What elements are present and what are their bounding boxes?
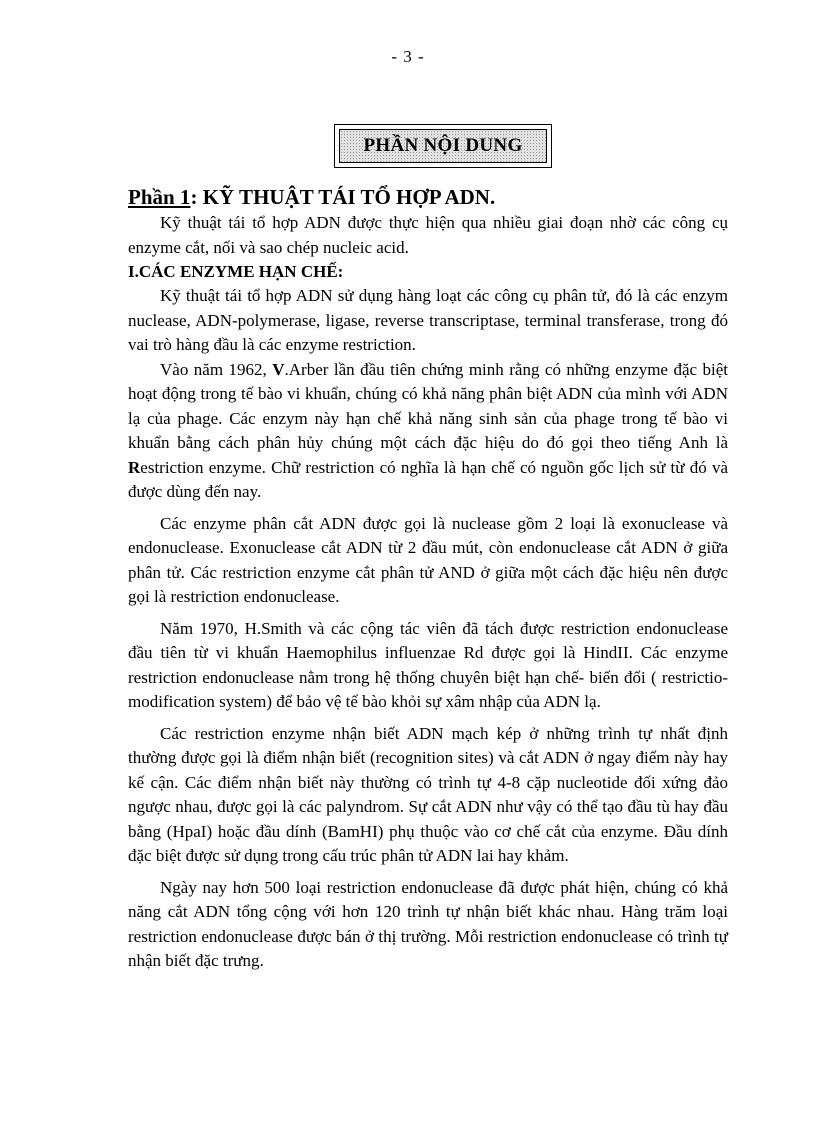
paragraph-5: Các restriction enzyme nhận biết ADN mạch kép ở những trình tự nhất định thường được gọi là điểm nhận biết (recognition sites) và cắt ADN ở ngay điểm này hay kế cận. Các điểm nhận biết này thường có trình tự 4-8 cặp nucleotide đối xứng đảo ngược nhau, được gọi là các palyndrom. Sự cắt ADN như vậy có thể tạo đầu tù hay đầu bằng (HpaI) hoặc đầu dính (BamHI) phụ thuộc vào cơ chế cắt của enzyme. Đầu dính đặc biệt được sử dụng trong cấu trúc phân tử ADN lai hay khảm. bbox=[128, 723, 728, 865]
paragraph-3: Các enzyme phân cắt ADN được gọi là nuclease gồm 2 loại là exonuclease và endonuclease. Exonuclease cắt ADN từ 2 đầu mút, còn endonuclease cắt ADN ở giữa phân tử. Các restriction enzyme cắt phân tử AND ở giữa một cách đặc hiệu nên được gọi là restriction endonuclease. bbox=[128, 513, 728, 606]
paragraph-2-part-a: Vào năm 1962, bbox=[160, 359, 273, 379]
paragraph-2 bbox=[128, 358, 728, 505]
paragraph-4: Năm 1970, H.Smith và các cộng tác viên đã tách được restriction endonuclease đầu tiên từ vi khuẩn Haemophilus influenzae Rd được gọi là HindII. Các enzyme restriction endonuclease nằm trong hệ thống chuyên biệt hạn chế- biến đổi ( restrictio-modification system) để bảo vệ tế bào khỏi sự xâm nhập của ADN lạ. bbox=[128, 618, 728, 711]
paragraph-2-bold-a: V bbox=[272, 359, 285, 379]
page-number: - 3 - bbox=[391, 47, 425, 66]
section-title-box bbox=[334, 124, 552, 168]
section-heading: I.CÁC ENZYME HẠN CHẾ: bbox=[128, 262, 344, 281]
part-heading bbox=[128, 183, 728, 211]
part-heading-colon: : bbox=[190, 185, 198, 209]
part-heading-title: KỸ THUẬT TÁI TỔ HỢP ADN. bbox=[197, 185, 496, 209]
paragraph-2-part-c: estriction enzyme. Chữ restriction có nghĩa là hạn chế có nguồn gốc lịch sử từ đó và được dùng đến nay. bbox=[128, 457, 728, 501]
section-title: PHẦN NỘI DUNG bbox=[339, 129, 547, 163]
paragraph-2-part-b: .Arber lần đầu tiên chứng minh rằng có những enzyme đặc biệt hoạt động trong tế bào vi khuẩn, chúng có khả năng phân biệt ADN của mình với ADN lạ của phage. Các enzym này hạn chế khả năng sinh sản của phage trong tế bào vi khuẩn bằng cách phân hủy chúng một cách đặc hiệu do đó gọi theo tiếng Anh là bbox=[128, 359, 728, 452]
paragraph-1: Kỹ thuật tái tổ hợp ADN sử dụng hàng loạt các công cụ phân tử, đó là các enzym nuclease, ADN-polymerase, ligase, reverse transcriptase, terminal transferase, trong đó vai trò hàng đầu là các enzyme restriction. bbox=[128, 286, 728, 354]
document-body bbox=[128, 183, 728, 974]
part-intro-paragraph: Kỹ thuật tái tổ hợp ADN được thực hiện qua nhiều giai đoạn nhờ các công cụ enzyme cắt, nối và sao chép nucleic acid. bbox=[128, 213, 728, 257]
part-heading-prefix: Phần 1 bbox=[128, 185, 191, 209]
paragraph-6: Ngày nay hơn 500 loại restriction endonuclease đã được phát hiện, chúng có khả năng cắt ADN tổng cộng với hơn 120 trình tự nhận biết khác nhau. Hàng trăm loại restriction endonuclease được bán ở thị trường. Mỗi restriction endonuclease có trình tự nhận biết đặc trưng. bbox=[128, 877, 728, 970]
paragraph-2-bold-b: R bbox=[128, 457, 141, 477]
